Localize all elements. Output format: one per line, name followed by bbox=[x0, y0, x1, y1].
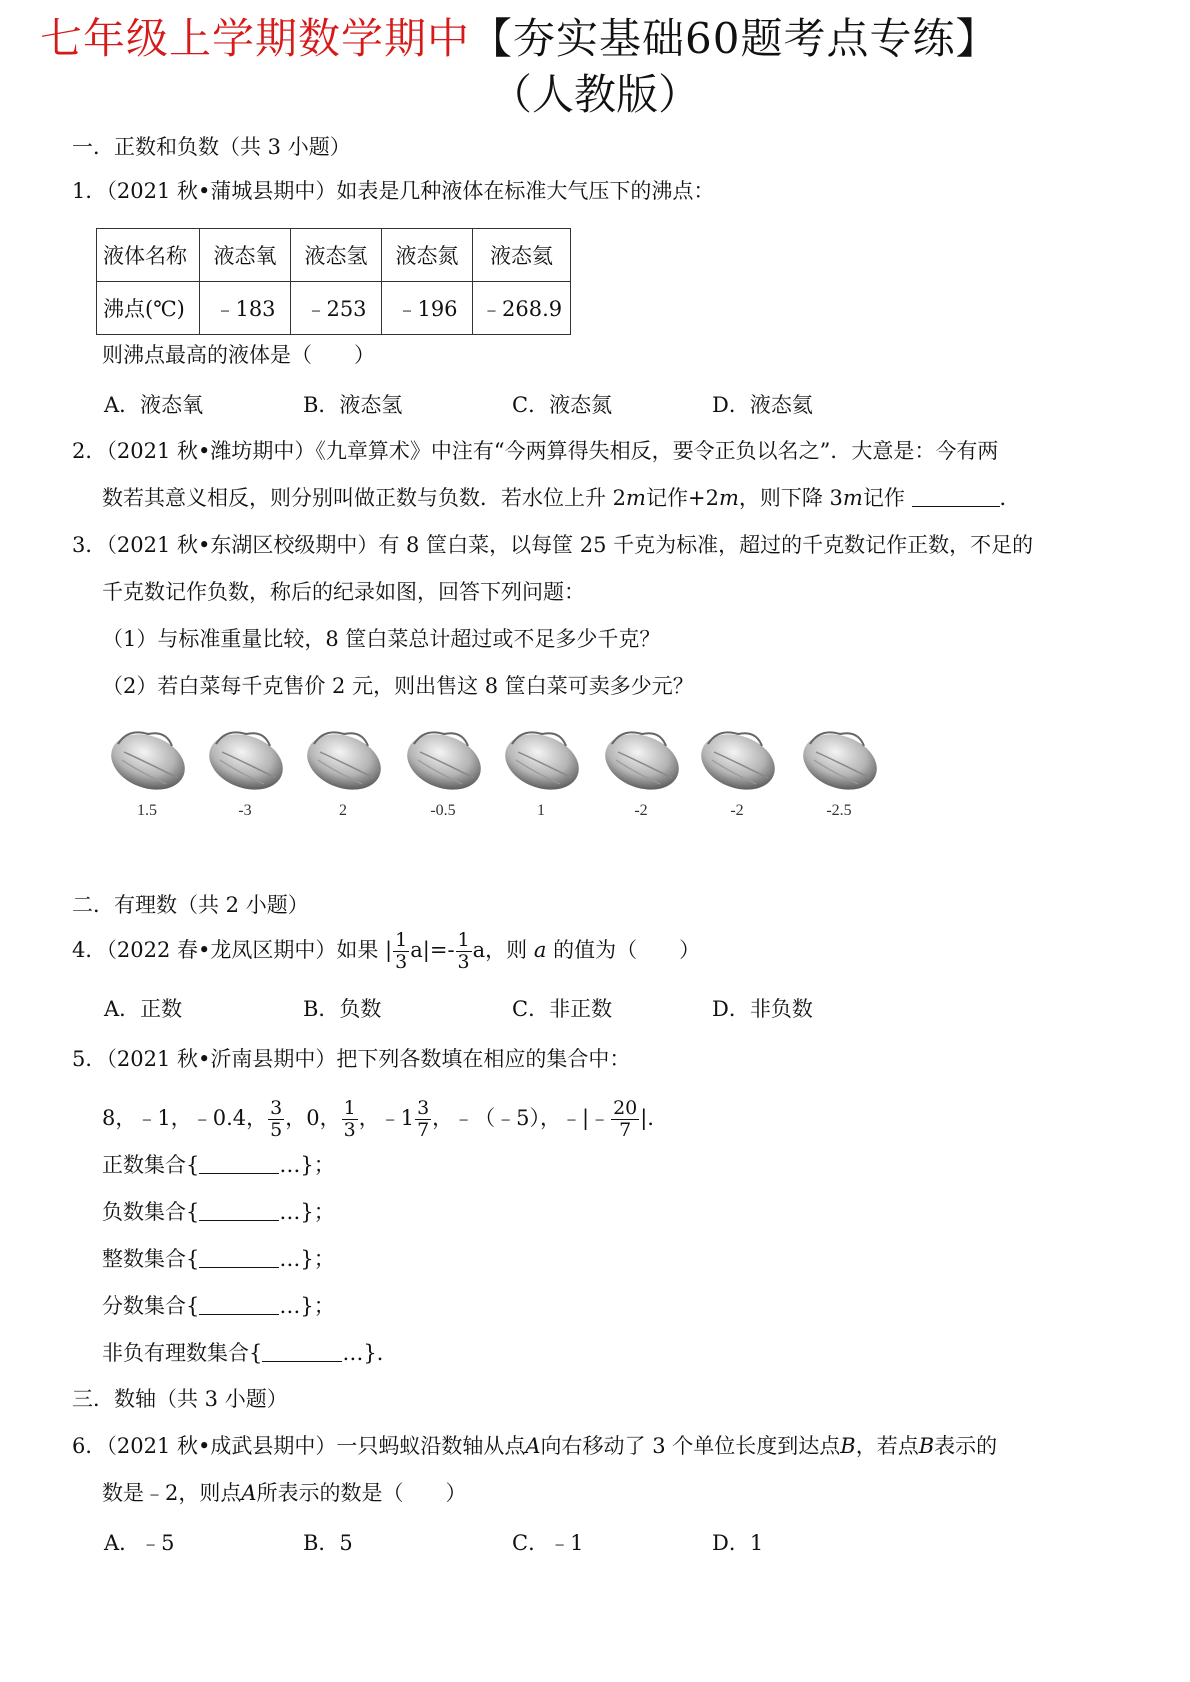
table-cell: ﹣268.9 bbox=[473, 282, 571, 335]
option-c: C．非正数 bbox=[512, 997, 613, 1021]
fraction bbox=[611, 1098, 639, 1141]
denominator: 3 bbox=[395, 951, 408, 973]
q6-text: ，若点 bbox=[855, 1434, 919, 1458]
cabbage-value: -2.5 bbox=[826, 802, 852, 819]
title-black-part: 【夯实基础60题考点专练】 bbox=[470, 14, 999, 63]
question-2-line2 bbox=[102, 483, 1021, 513]
cabbage-value: 1 bbox=[537, 802, 545, 819]
cabbage-icon bbox=[202, 722, 288, 794]
numbers-text: ，﹣（﹣5），﹣|﹣ bbox=[432, 1106, 611, 1130]
fraction bbox=[393, 930, 409, 973]
q4-eq: =- bbox=[429, 938, 455, 962]
set-label: 非负有理数集合{ bbox=[102, 1341, 263, 1365]
table-cell: 液态氢 bbox=[291, 229, 382, 282]
cabbage-value: -2 bbox=[634, 802, 648, 819]
numbers-text: 8，﹣1，﹣0.4， bbox=[102, 1106, 268, 1130]
table-cell: 液体名称 bbox=[97, 229, 200, 282]
q4-var-italic: a bbox=[533, 938, 547, 962]
cabbage-value: 2 bbox=[339, 802, 347, 819]
cabbage-icon bbox=[598, 722, 684, 794]
numbers-text: |． bbox=[640, 1106, 669, 1130]
q2-unit-m: m bbox=[842, 486, 863, 510]
cabbage-icon bbox=[300, 722, 386, 794]
option-d: D．1 bbox=[712, 1531, 764, 1555]
table-cell: ﹣196 bbox=[382, 282, 473, 335]
question-4-stem: 4．（2022 春•龙凤区期中）如果 | $\frac{1}{3}$ a|=- $\frac{1}{3}$ a，则 a 的值为（ ） bbox=[72, 929, 701, 973]
question-1-stem: 1．（2021 秋•蒲城县期中）如表是几种液体在标准大气压下的沸点： bbox=[72, 179, 715, 203]
point-label: B bbox=[840, 1434, 856, 1458]
q2-text-c: ，则下降 3 bbox=[738, 486, 843, 510]
question-1-ask: 则沸点最高的液体是（ ） bbox=[102, 343, 375, 367]
numbers-text: ，0， bbox=[285, 1106, 341, 1130]
section-heading: 一．正数和负数（共 3 小题） bbox=[72, 135, 351, 159]
option-b: B．5 bbox=[303, 1531, 353, 1555]
table-cell: 液态氮 bbox=[382, 229, 473, 282]
cabbage-item bbox=[498, 722, 584, 819]
question-2-line1: 2．（2021 秋•潍坊期中）《九章算术》中注有“今两算得失相反，要令正负以名之”．大意是：今有两 bbox=[72, 439, 999, 463]
option-c: C．液态氮 bbox=[512, 393, 613, 417]
numerator: 1 bbox=[343, 1097, 356, 1119]
point-label: B bbox=[918, 1434, 935, 1458]
fraction bbox=[456, 930, 472, 973]
cabbage-value: -2 bbox=[730, 802, 744, 819]
set-end: …}； bbox=[279, 1153, 335, 1177]
cabbage-icon bbox=[498, 722, 584, 794]
fraction bbox=[415, 1098, 431, 1141]
denominator: 7 bbox=[619, 1119, 632, 1141]
fraction bbox=[342, 1098, 358, 1141]
q2-text-a: 数若其意义相反，则分别叫做正数与负数．若水位上升 2 bbox=[102, 486, 627, 510]
numerator: 20 bbox=[613, 1097, 638, 1119]
numerator: 1 bbox=[457, 929, 470, 951]
point-label: A bbox=[241, 1481, 257, 1505]
denominator: 5 bbox=[270, 1119, 283, 1141]
answer-blank[interactable] bbox=[262, 1343, 342, 1362]
answer-blank[interactable] bbox=[199, 1296, 279, 1315]
q6-text: 所表示的数是（ ） bbox=[256, 1481, 467, 1505]
q4-var: a bbox=[472, 938, 486, 962]
answer-blank[interactable] bbox=[912, 488, 1000, 507]
cabbage-item bbox=[400, 722, 486, 819]
set-end: …}． bbox=[342, 1341, 398, 1365]
cabbage-item bbox=[202, 722, 288, 819]
set-nonnegative bbox=[102, 1338, 398, 1368]
table-cell: ﹣183 bbox=[200, 282, 291, 335]
page-subtitle: （人教版） bbox=[489, 70, 700, 119]
q6-text: 向右移动了 3 个单位长度到达点 bbox=[540, 1434, 841, 1458]
question-3-line1: 3．（2021 秋•东湖区校级期中）有 8 筐白菜，以每筐 25 千克为标准，超过的千克数记作正数，不足的 bbox=[72, 533, 1034, 557]
answer-blank[interactable] bbox=[199, 1155, 279, 1174]
question-6-line1 bbox=[72, 1431, 997, 1461]
numerator: 1 bbox=[395, 929, 408, 951]
numerator: 3 bbox=[417, 1097, 430, 1119]
point-label: A bbox=[525, 1434, 541, 1458]
set-negative bbox=[102, 1197, 335, 1227]
option-b: B．负数 bbox=[303, 997, 382, 1021]
option-a: A．液态氧 bbox=[104, 393, 204, 417]
denominator: 7 bbox=[417, 1119, 430, 1141]
set-integer bbox=[102, 1244, 335, 1274]
set-positive bbox=[102, 1150, 335, 1180]
table-cell: 液态氦 bbox=[473, 229, 571, 282]
q2-unit-m: m bbox=[626, 486, 646, 510]
numerator: 3 bbox=[270, 1097, 283, 1119]
option-a: A．正数 bbox=[104, 997, 183, 1021]
q6-text: 6．（2021 秋•成武县期中）一只蚂蚁沿数轴从点 bbox=[72, 1434, 526, 1458]
question-3-line2: 千克数记作负数，称后的纪录如图，回答下列问题： bbox=[102, 580, 585, 604]
cabbage-icon bbox=[694, 722, 780, 794]
q4-var: a bbox=[410, 938, 423, 962]
fraction bbox=[268, 1098, 284, 1141]
q2-text-b: 记作+2 bbox=[645, 486, 719, 510]
question-5-numbers bbox=[102, 1098, 668, 1141]
set-label: 整数集合{ bbox=[102, 1247, 200, 1271]
q6-text: 数是﹣2，则点 bbox=[102, 1481, 242, 1505]
set-label: 分数集合{ bbox=[102, 1294, 200, 1318]
denominator: 3 bbox=[343, 1119, 356, 1141]
cabbage-item bbox=[796, 722, 882, 819]
option-d: D．非负数 bbox=[712, 997, 813, 1021]
question-3-sub1: （1）与标准重量比较，8 筐白菜总计超过或不足多少千克？ bbox=[102, 627, 661, 651]
cabbage-figure bbox=[104, 722, 924, 822]
cabbage-item bbox=[300, 722, 386, 819]
table-row bbox=[97, 282, 571, 335]
cabbage-item bbox=[694, 722, 780, 819]
set-end: …}； bbox=[279, 1200, 335, 1224]
option-b: B．液态氢 bbox=[303, 393, 403, 417]
option-a: A．﹣5 bbox=[104, 1531, 175, 1555]
cabbage-icon bbox=[104, 722, 190, 794]
set-label: 正数集合{ bbox=[102, 1153, 200, 1177]
q2-text-d: 记作 bbox=[862, 486, 905, 510]
option-d: D．液态氦 bbox=[712, 393, 813, 417]
cabbage-value: -3 bbox=[238, 802, 252, 819]
cabbage-value: 1.5 bbox=[137, 802, 157, 819]
set-end: …}； bbox=[279, 1294, 335, 1318]
q2-end: ． bbox=[999, 486, 1021, 510]
page-title bbox=[40, 14, 1150, 64]
section-heading: 三．数轴（共 3 小题） bbox=[72, 1387, 288, 1411]
cabbage-value: -0.5 bbox=[430, 802, 456, 819]
denominator: 3 bbox=[457, 951, 470, 973]
question-6-line2 bbox=[102, 1478, 467, 1508]
cabbage-item bbox=[598, 722, 684, 819]
q6-text: 表示的 bbox=[934, 1434, 998, 1458]
set-label: 负数集合{ bbox=[102, 1200, 200, 1224]
cabbage-icon bbox=[400, 722, 486, 794]
q4-suffix-a: ，则 bbox=[485, 938, 528, 962]
boiling-point-table bbox=[96, 228, 571, 335]
table-cell: 液态氧 bbox=[200, 229, 291, 282]
answer-blank[interactable] bbox=[199, 1249, 279, 1268]
table-cell: 沸点(℃) bbox=[97, 282, 200, 335]
set-fraction bbox=[102, 1291, 335, 1321]
question-3-sub2: （2）若白菜每千克售价 2 元，则出售这 8 筐白菜可卖多少元？ bbox=[102, 674, 694, 698]
question-5-stem: 5．（2021 秋•沂南县期中）把下列各数填在相应的集合中： bbox=[72, 1047, 631, 1071]
cabbage-item bbox=[104, 722, 190, 819]
table-cell: ﹣253 bbox=[291, 282, 382, 335]
section-heading: 二．有理数（共 2 小题） bbox=[72, 893, 309, 917]
cabbage-icon bbox=[796, 722, 882, 794]
table-row bbox=[97, 229, 571, 282]
q4-prefix: 4．（2022 春•龙凤区期中）如果 bbox=[72, 938, 379, 962]
q4-suffix-b: 的值为（ ） bbox=[553, 938, 701, 962]
option-c: C．﹣1 bbox=[512, 1531, 584, 1555]
title-red-part: 七年级上学期数学期中 bbox=[40, 14, 471, 63]
numbers-text: ，﹣1 bbox=[358, 1106, 415, 1130]
set-end: …}； bbox=[279, 1247, 335, 1271]
answer-blank[interactable] bbox=[199, 1202, 279, 1221]
q2-unit-m: m bbox=[718, 486, 739, 510]
